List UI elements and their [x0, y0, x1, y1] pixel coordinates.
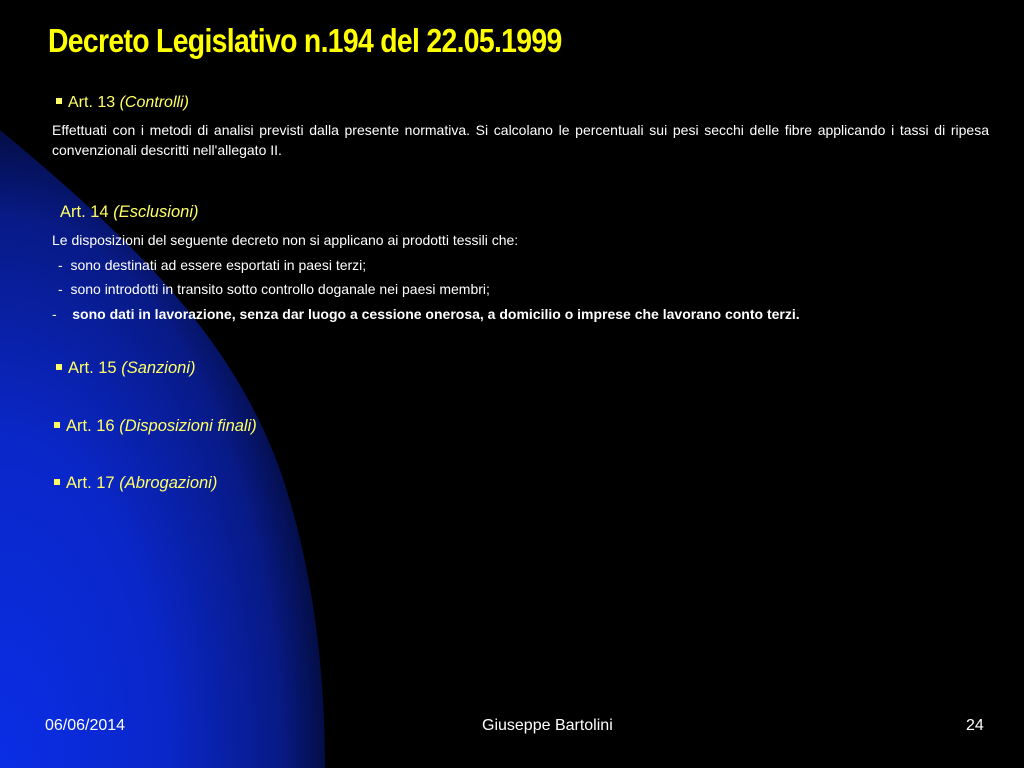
- slide-title: Decreto Legislativo n.194 del 22.05.1999: [48, 22, 562, 59]
- art14-heading: [60, 203, 198, 222]
- art14-item-1: [58, 255, 366, 275]
- item-text: sono introdotti in transito sotto controllo doganale nei paesi membri;: [70, 281, 490, 297]
- art13-text: Effettuati con i metodi di analisi previsti dalla presente normativa. Si calcolano le percentuali sui pesi secchi delle fibre applicando i tassi di ripesa convenzionali descritti nell'allegato II.: [52, 122, 989, 158]
- square-bullet-icon: [56, 364, 62, 370]
- art15-subtitle: (Sanzioni): [121, 359, 196, 377]
- item-text: sono destinati ad essere esportati in paesi terzi;: [70, 257, 367, 273]
- art14-item-2: [58, 279, 490, 299]
- dash: -: [58, 281, 63, 297]
- art17-heading: [54, 474, 217, 493]
- footer-page-number: 24: [966, 717, 984, 734]
- art15-heading: [56, 359, 196, 378]
- art16-label: Art. 16: [66, 417, 115, 435]
- art13-label: Art. 13: [68, 94, 116, 111]
- square-bullet-icon: [54, 479, 60, 485]
- art17-subtitle: (Abrogazioni): [119, 474, 218, 492]
- footer-date: 06/06/2014: [45, 717, 126, 734]
- art14-label: Art. 14: [60, 203, 109, 221]
- square-bullet-icon: [56, 98, 62, 104]
- dash: -: [58, 257, 63, 273]
- art14-item-3: [52, 304, 800, 324]
- art13-subtitle: (Controlli): [119, 94, 189, 111]
- dash: -: [52, 306, 57, 322]
- art17-label: Art. 17: [66, 474, 115, 492]
- footer-author: Giuseppe Bartolini: [482, 717, 613, 734]
- art14-subtitle: (Esclusioni): [113, 203, 199, 221]
- art13-heading: [56, 94, 189, 112]
- art15-label: Art. 15: [68, 359, 117, 377]
- square-bullet-icon: [54, 422, 60, 428]
- art16-subtitle: (Disposizioni finali): [119, 417, 257, 435]
- art16-heading: [54, 417, 257, 436]
- item-text: sono dati in lavorazione, senza dar luogo a cessione onerosa, a domicilio o imprese che lavorano conto terzi.: [72, 306, 800, 322]
- art14-intro: Le disposizioni del seguente decreto non si applicano ai prodotti tessili che:: [52, 232, 519, 248]
